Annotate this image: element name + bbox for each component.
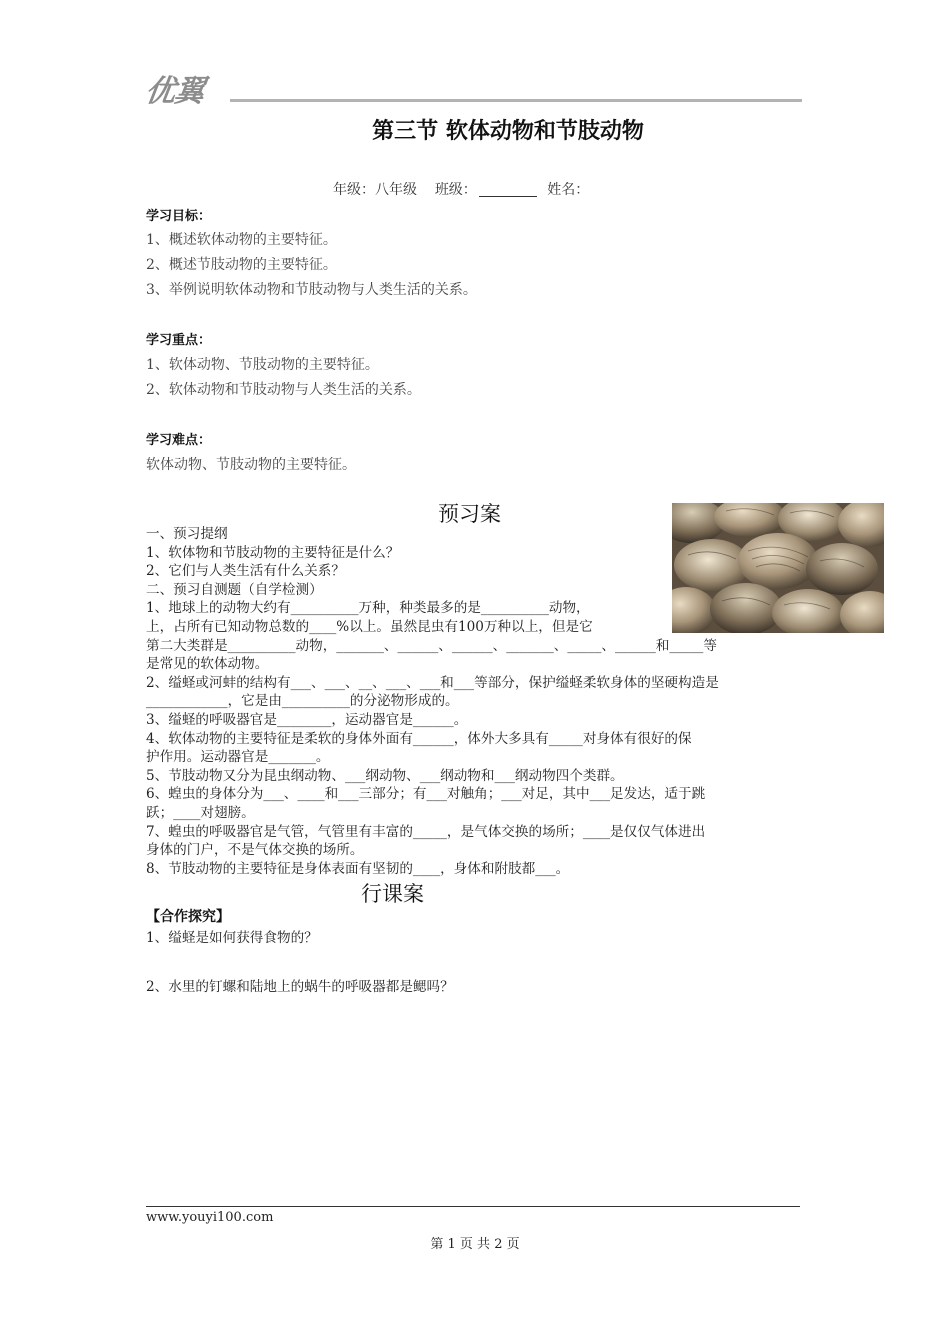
preview-line: 是常见的软体动物。 [146, 656, 269, 673]
goal-item: 3、举例说明软体动物和节肢动物与人类生活的关系。 [146, 282, 477, 298]
class-blank [479, 182, 537, 197]
preview-line: ____________，它是由__________的分泌物形成的。 [146, 693, 459, 710]
preview-line: 上，占所有已知动物总数的____%以上。虽然昆虫有100万种以上，但是它 [146, 618, 593, 635]
preview-line: 跃；____对翅膀。 [146, 804, 255, 821]
preview-line: 护作用。运动器官是_______。 [146, 749, 330, 766]
preview-line: 2、缢蛏或河蚌的结构有___、___、__、___、___和___等部分，保护缢蛏柔软身体的坚硬构造是 [146, 674, 719, 691]
preview-line: 1、软体物和节肢动物的主要特征是什么？ [146, 544, 400, 561]
goals-heading: 学习目标： [146, 209, 212, 224]
header-rule [230, 99, 802, 102]
logo: 优翼 [143, 74, 206, 109]
goal-item: 2、概述节肢动物的主要特征。 [146, 257, 337, 273]
name-label: 姓名： [547, 182, 590, 198]
preview-line: 1、地球上的动物大约有__________万种，种类最多的是__________动物， [146, 600, 590, 617]
key-point-item: 1、软体动物、节肢动物的主要特征。 [146, 357, 379, 373]
page-number: 第 1 页 共 2 页 [430, 1237, 520, 1252]
difficulty-item: 软体动物、节肢动物的主要特征。 [146, 457, 356, 473]
class-label: 班级： [434, 182, 477, 198]
clam-photo [672, 503, 884, 633]
preview-line: 身体的门户，不是气体交换的场所。 [146, 842, 364, 859]
preview-line: 7、蝗虫的呼吸器官是气管，气管里有丰富的_____，是气体交换的场所；____是仅仅气体进出 [146, 823, 706, 840]
preview-title: 预习案 [438, 502, 501, 526]
key-point-item: 2、软体动物和节肢动物与人类生活的关系。 [146, 382, 421, 398]
preview-line: 6、蝗虫的身体分为___、____和___三部分；有___对触角；___对足，其中___足发达，适于跳 [146, 786, 706, 803]
student-info [333, 179, 589, 199]
coop-heading: 【合作探究】 [146, 909, 230, 925]
clam-photo-graphic [672, 503, 884, 633]
question-2: 2、水里的钉螺和陆地上的蜗牛的呼吸器都是鳃吗？ [146, 979, 454, 995]
preview-line: 3、缢蛏的呼吸器官是________，运动器官是______。 [146, 711, 468, 728]
question-1: 1、缢蛏是如何获得食物的？ [146, 930, 318, 946]
preview-line: 一、预习提纲 [146, 526, 228, 542]
key-points-heading: 学习重点： [146, 333, 212, 348]
page-title: 第三节 软体动物和节肢动物 [372, 119, 644, 144]
preview-line: 8、节肢动物的主要特征是身体表面有坚韧的____，身体和附肢都___。 [146, 860, 570, 877]
preview-line: 4、软体动物的主要特征是柔软的身体外面有______，体外大多具有_____对身体有很好的保 [146, 730, 692, 747]
grade-label: 年级：八年级 [333, 182, 417, 198]
preview-line: 第二大类群是__________动物，_______、______、______、_______、_____、______和_____等 [146, 637, 717, 654]
preview-line: 二、预习自测题（自学检测） [146, 581, 323, 598]
preview-line: 2、它们与人类生活有什么关系？ [146, 563, 345, 580]
footer-url: www.youyi100.com [146, 1210, 274, 1225]
footer-rule [146, 1206, 800, 1207]
difficulty-heading: 学习难点： [146, 433, 212, 448]
lesson-title: 行课案 [361, 882, 424, 906]
goal-item: 1、概述软体动物的主要特征。 [146, 232, 337, 248]
preview-line: 5、节肢动物又分为昆虫纲动物、___纲动物、___纲动物和___纲动物四个类群。 [146, 767, 624, 784]
